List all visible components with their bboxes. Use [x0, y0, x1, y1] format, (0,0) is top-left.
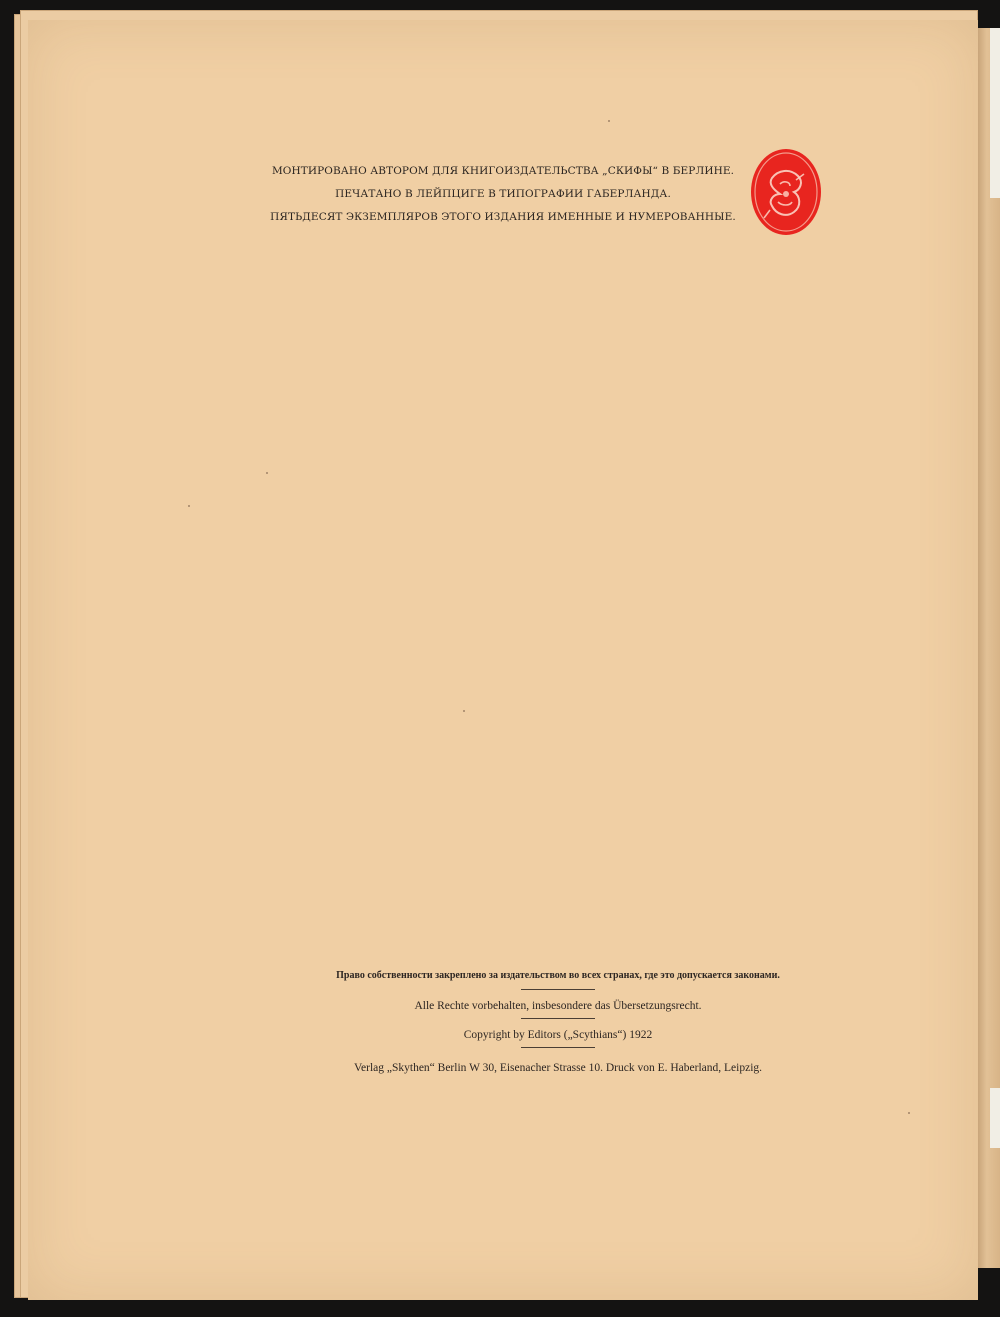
- colophon-line-3: ПЯТЬДЕСЯТ ЭКЗЕМПЛЯРОВ ЭТОГО ИЗДАНИЯ ИМЕННЫЕ И НУМЕРОВАННЫЕ.: [270, 211, 736, 223]
- legal-notice: [248, 970, 868, 1074]
- paper-speck: [266, 472, 268, 474]
- next-page-edge: [978, 28, 1000, 1268]
- divider: [521, 1018, 595, 1019]
- rights-russian: Право собственности закреплено за издательством во всех странах, где это допускается законами.: [336, 970, 780, 981]
- paper-speck: [608, 120, 610, 122]
- red-seal-icon: [750, 148, 822, 236]
- rights-german: Alle Rechte vorbehalten, insbesondere das Übersetzungsrecht.: [414, 1000, 702, 1012]
- white-paper-strip: [990, 1088, 1000, 1148]
- divider: [521, 1047, 595, 1048]
- colophon-line-2: ПЕЧАТАНО В ЛЕЙПЦИГЕ В ТИПОГРАФИИ ГАБЕРЛАНДА.: [335, 188, 671, 200]
- document-page: [28, 20, 978, 1300]
- paper-speck: [908, 1112, 910, 1114]
- paper-speck: [463, 710, 465, 712]
- paper-speck: [188, 505, 190, 507]
- white-paper-strip: [990, 28, 1000, 198]
- copyright-line: Copyright by Editors („Scythians“) 1922: [463, 1029, 653, 1041]
- colophon-line-1: МОНТИРОВАНО АВТОРОМ ДЛЯ КНИГОИЗДАТЕЛЬСТВА „СКИФЫ“ В БЕРЛИНЕ.: [271, 165, 735, 177]
- divider: [521, 989, 595, 990]
- imprint-line: Verlag „Skythen“ Berlin W 30, Eisenacher Strasse 10. Druck von E. Haberland, Leipzig.: [353, 1062, 763, 1074]
- colophon: [253, 160, 753, 229]
